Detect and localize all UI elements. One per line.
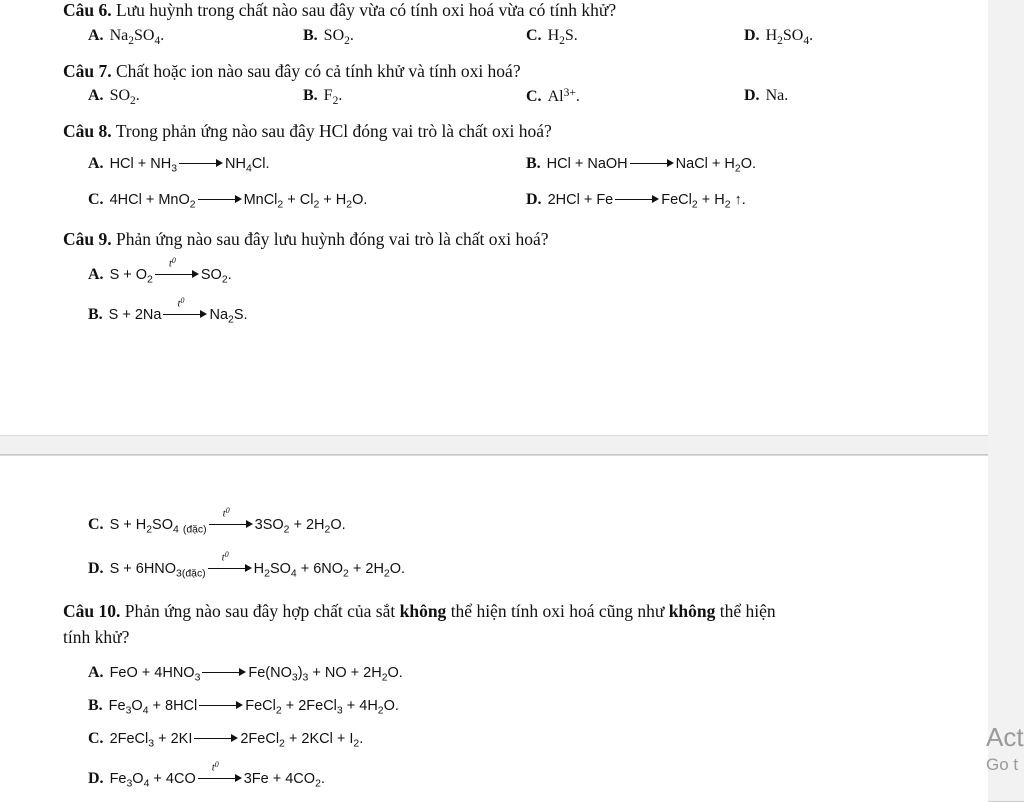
question-10: Câu 10. Phản ứng nào sau đây hợp chất của sắt không thể hiện tính oxi hoá cũng như không thể hiện bbox=[63, 601, 776, 621]
reaction-arrow bbox=[198, 195, 242, 205]
reaction-arrow bbox=[194, 734, 238, 744]
question-text: Phản ứng nào sau đây lưu huỳnh đóng vai trò là chất oxi hoá? bbox=[116, 229, 549, 249]
option-label: C. bbox=[88, 730, 104, 747]
q8-option-d bbox=[526, 191, 746, 211]
option-label: D. bbox=[526, 191, 542, 208]
q6-option-c: C. $H_2S$. bbox=[526, 27, 578, 48]
equation: $Fe_3O_4 + 8HCl$ FeCl$_2$ + 2FeCl$_3$ + $4H_2O$. bbox=[108, 698, 399, 717]
q8-option-b bbox=[526, 155, 756, 175]
q10-option-c bbox=[88, 730, 363, 750]
reaction-arrow bbox=[630, 159, 674, 169]
reaction-arrow: $t^0$ bbox=[208, 564, 252, 574]
reaction-arrow bbox=[199, 701, 243, 711]
option-label: C. bbox=[88, 191, 104, 208]
page-bottom bbox=[0, 455, 989, 802]
q7-option-a: A. $SO_2$. bbox=[88, 87, 140, 108]
equation: FeO + $4HNO_3$ $Fe(NO_3)_3$ + NO + $2H_2O$. bbox=[109, 665, 403, 684]
option-label: B. bbox=[526, 155, 541, 172]
question-7 bbox=[63, 61, 521, 82]
reaction-arrow bbox=[615, 195, 659, 205]
equation: $S + H_2SO_4$ $_{(đặc)}$ $t^0$ $3SO_2 + 2H_2O$. bbox=[109, 506, 346, 536]
question-8 bbox=[63, 121, 552, 142]
activation-watermark-subtitle: Go t bbox=[986, 755, 1019, 774]
reaction-arrow bbox=[179, 159, 223, 169]
question-number: Câu 9. bbox=[63, 229, 112, 249]
q9-option-b bbox=[88, 296, 248, 326]
option-label: C. bbox=[88, 516, 104, 533]
q8-option-c bbox=[88, 191, 367, 211]
option-label: A. bbox=[88, 664, 104, 681]
q7-option-c: C. $Al^{3+}$. bbox=[526, 87, 580, 106]
question-number: Câu 10. bbox=[63, 601, 121, 621]
option-label: B. bbox=[88, 306, 103, 323]
question-text: Chất hoặc ion nào sau đây có cả tính khử và tính oxi hoá? bbox=[116, 61, 521, 81]
q10-option-b bbox=[88, 697, 399, 717]
q6-option-b: B. $SO_2$. bbox=[303, 27, 354, 48]
option-label: A. bbox=[88, 266, 104, 283]
equation: $Fe_3O_4 + 4CO$ $t^0$ $3Fe + 4CO_2$. bbox=[109, 760, 325, 790]
q6-option-d: D. $H_2SO_4$. bbox=[744, 27, 814, 48]
question-number: Câu 6. bbox=[63, 0, 112, 20]
option-label: A. bbox=[88, 155, 104, 172]
equation: HCl + NaOH NaCl + $H_2O$. bbox=[546, 156, 757, 175]
equation: HCl + $NH_3$ $NH_4Cl$. bbox=[109, 156, 270, 175]
question-6 bbox=[63, 0, 616, 21]
q6-option-a: A. $Na_2SO_4$. bbox=[88, 27, 165, 48]
q9-option-c bbox=[88, 506, 346, 536]
q8-option-a bbox=[88, 155, 270, 175]
equation: $S + 6HNO_{3(đặc)}$ $t^0$ $H_2SO_4 + 6NO_2 + 2H_2O$. bbox=[109, 550, 406, 580]
q10-option-d bbox=[88, 760, 325, 790]
question-text: Trong phản ứng nào sau đây HCl đóng vai trò là chất oxi hoá? bbox=[115, 121, 552, 141]
question-text: Lưu huỳnh trong chất nào sau đây vừa có tính oxi hoá vừa có tính khử? bbox=[116, 0, 617, 20]
reaction-arrow: $t^0$ bbox=[209, 520, 253, 530]
equation: $S + O_2$ $t^0$ $SO_2$. bbox=[109, 256, 232, 286]
reaction-arrow: $t^0$ bbox=[155, 270, 199, 280]
question-number: Câu 7. bbox=[63, 61, 112, 81]
option-label: D. bbox=[88, 770, 104, 787]
equation: 2HCl + Fe FeCl$_2$ + $H_2$ ↑. bbox=[547, 192, 746, 211]
option-label: D. bbox=[88, 560, 104, 577]
q10-option-a bbox=[88, 664, 403, 684]
page-gap bbox=[0, 436, 988, 454]
question-9 bbox=[63, 229, 549, 250]
equation: 4HCl + MnO$_2$ MnCl$_2$ + $Cl_2 + H_2O$. bbox=[109, 192, 368, 211]
equation: S + 2Na $t^0$ $Na_2S$. bbox=[108, 296, 248, 326]
q7-option-b: B. $F_2$. bbox=[303, 87, 343, 108]
option-label: B. bbox=[88, 697, 103, 714]
q7-option-d: D. Na. bbox=[744, 87, 789, 104]
question-10-line2: tính khử? bbox=[63, 627, 130, 647]
question-number: Câu 8. bbox=[63, 121, 112, 141]
equation: 2FeCl$_3$ + 2KI 2FeCl$_2$ + $2KCl + I_2$. bbox=[109, 731, 364, 750]
q9-option-d bbox=[88, 550, 406, 580]
reaction-arrow: $t^0$ bbox=[163, 310, 207, 320]
q9-option-a bbox=[88, 256, 232, 286]
reaction-arrow bbox=[202, 668, 246, 678]
activation-watermark-title: Act bbox=[986, 722, 1024, 752]
viewer-background bbox=[988, 0, 1024, 801]
reaction-arrow: $t^0$ bbox=[198, 774, 242, 784]
